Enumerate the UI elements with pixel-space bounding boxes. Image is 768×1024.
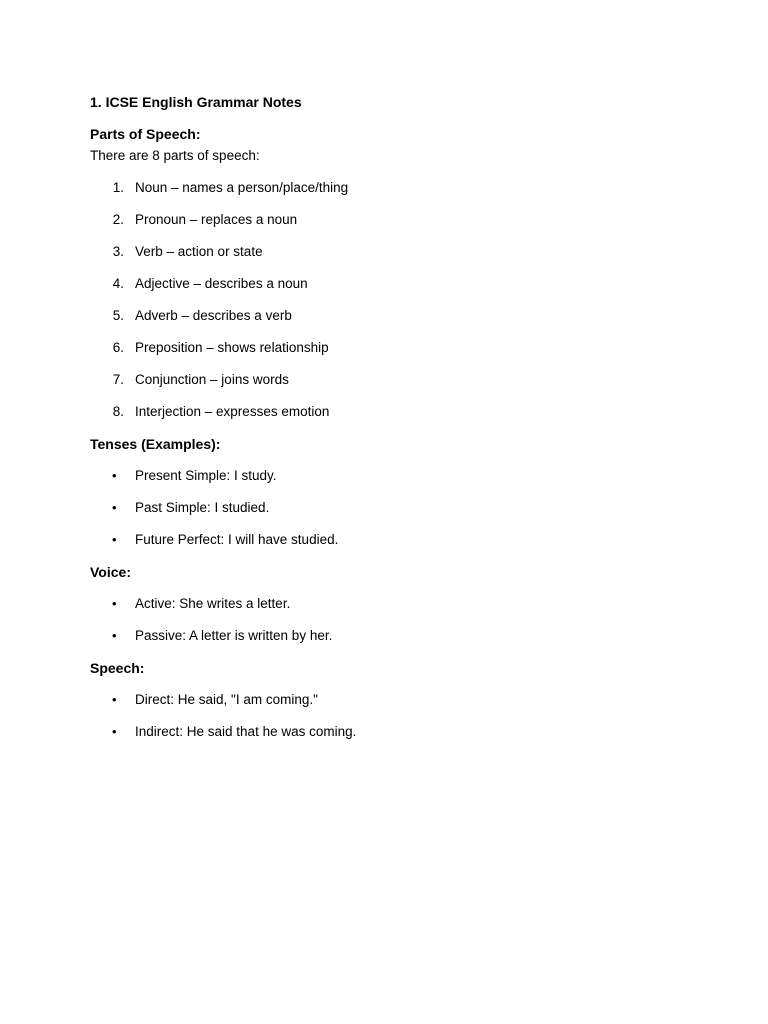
list-item bbox=[90, 242, 690, 262]
list-number: 8. bbox=[112, 404, 124, 419]
list-number: 1. bbox=[112, 180, 124, 195]
list-item-text: Past Simple: I studied. bbox=[135, 500, 270, 515]
list-item bbox=[90, 690, 690, 710]
list-item-text: Verb – action or state bbox=[135, 244, 263, 259]
voice-list bbox=[90, 594, 690, 646]
voice-heading: Voice: bbox=[90, 564, 131, 580]
list-item bbox=[90, 178, 690, 198]
list-item-text: Passive: A letter is written by her. bbox=[135, 628, 333, 643]
list-item bbox=[90, 210, 690, 230]
list-item bbox=[90, 466, 690, 486]
list-item bbox=[90, 274, 690, 294]
bullet-icon: • bbox=[112, 532, 117, 547]
list-number: 5. bbox=[112, 308, 124, 323]
list-item bbox=[90, 722, 690, 742]
list-number: 3. bbox=[112, 244, 124, 259]
list-item bbox=[90, 306, 690, 326]
list-item bbox=[90, 370, 690, 390]
list-item-text: Adverb – describes a verb bbox=[135, 308, 292, 323]
list-item-text: Interjection – expresses emotion bbox=[135, 404, 330, 419]
bullet-icon: • bbox=[112, 628, 117, 643]
bullet-icon: • bbox=[112, 596, 117, 611]
bullet-icon: • bbox=[112, 468, 117, 483]
list-item-text: Preposition – shows relationship bbox=[135, 340, 329, 355]
bullet-icon: • bbox=[112, 500, 117, 515]
parts-of-speech-intro: There are 8 parts of speech: bbox=[90, 148, 260, 163]
list-item-text: Direct: He said, "I am coming." bbox=[135, 692, 318, 707]
list-item-text: Conjunction – joins words bbox=[135, 372, 289, 387]
list-item-text: Active: She writes a letter. bbox=[135, 596, 291, 611]
parts-of-speech-list bbox=[90, 178, 690, 422]
list-item bbox=[90, 498, 690, 518]
speech-list bbox=[90, 690, 690, 742]
tenses-list bbox=[90, 466, 690, 550]
list-number: 7. bbox=[112, 372, 124, 387]
list-item bbox=[90, 626, 690, 646]
list-item-text: Present Simple: I study. bbox=[135, 468, 277, 483]
list-number: 2. bbox=[112, 212, 124, 227]
list-item-text: Pronoun – replaces a noun bbox=[135, 212, 298, 227]
list-item-text: Noun – names a person/place/thing bbox=[135, 180, 349, 195]
document-title: 1. ICSE English Grammar Notes bbox=[90, 94, 302, 110]
list-item bbox=[90, 338, 690, 358]
list-item-text: Indirect: He said that he was coming. bbox=[135, 724, 357, 739]
list-item bbox=[90, 530, 690, 550]
speech-heading: Speech: bbox=[90, 660, 145, 676]
list-number: 4. bbox=[112, 276, 124, 291]
list-item-text: Future Perfect: I will have studied. bbox=[135, 532, 339, 547]
list-item bbox=[90, 402, 690, 422]
bullet-icon: • bbox=[112, 692, 117, 707]
list-number: 6. bbox=[112, 340, 124, 355]
list-item bbox=[90, 594, 690, 614]
parts-of-speech-heading: Parts of Speech: bbox=[90, 126, 201, 142]
document-page bbox=[90, 92, 690, 754]
list-item-text: Adjective – describes a noun bbox=[135, 276, 308, 291]
bullet-icon: • bbox=[112, 724, 117, 739]
tenses-heading: Tenses (Examples): bbox=[90, 436, 221, 452]
